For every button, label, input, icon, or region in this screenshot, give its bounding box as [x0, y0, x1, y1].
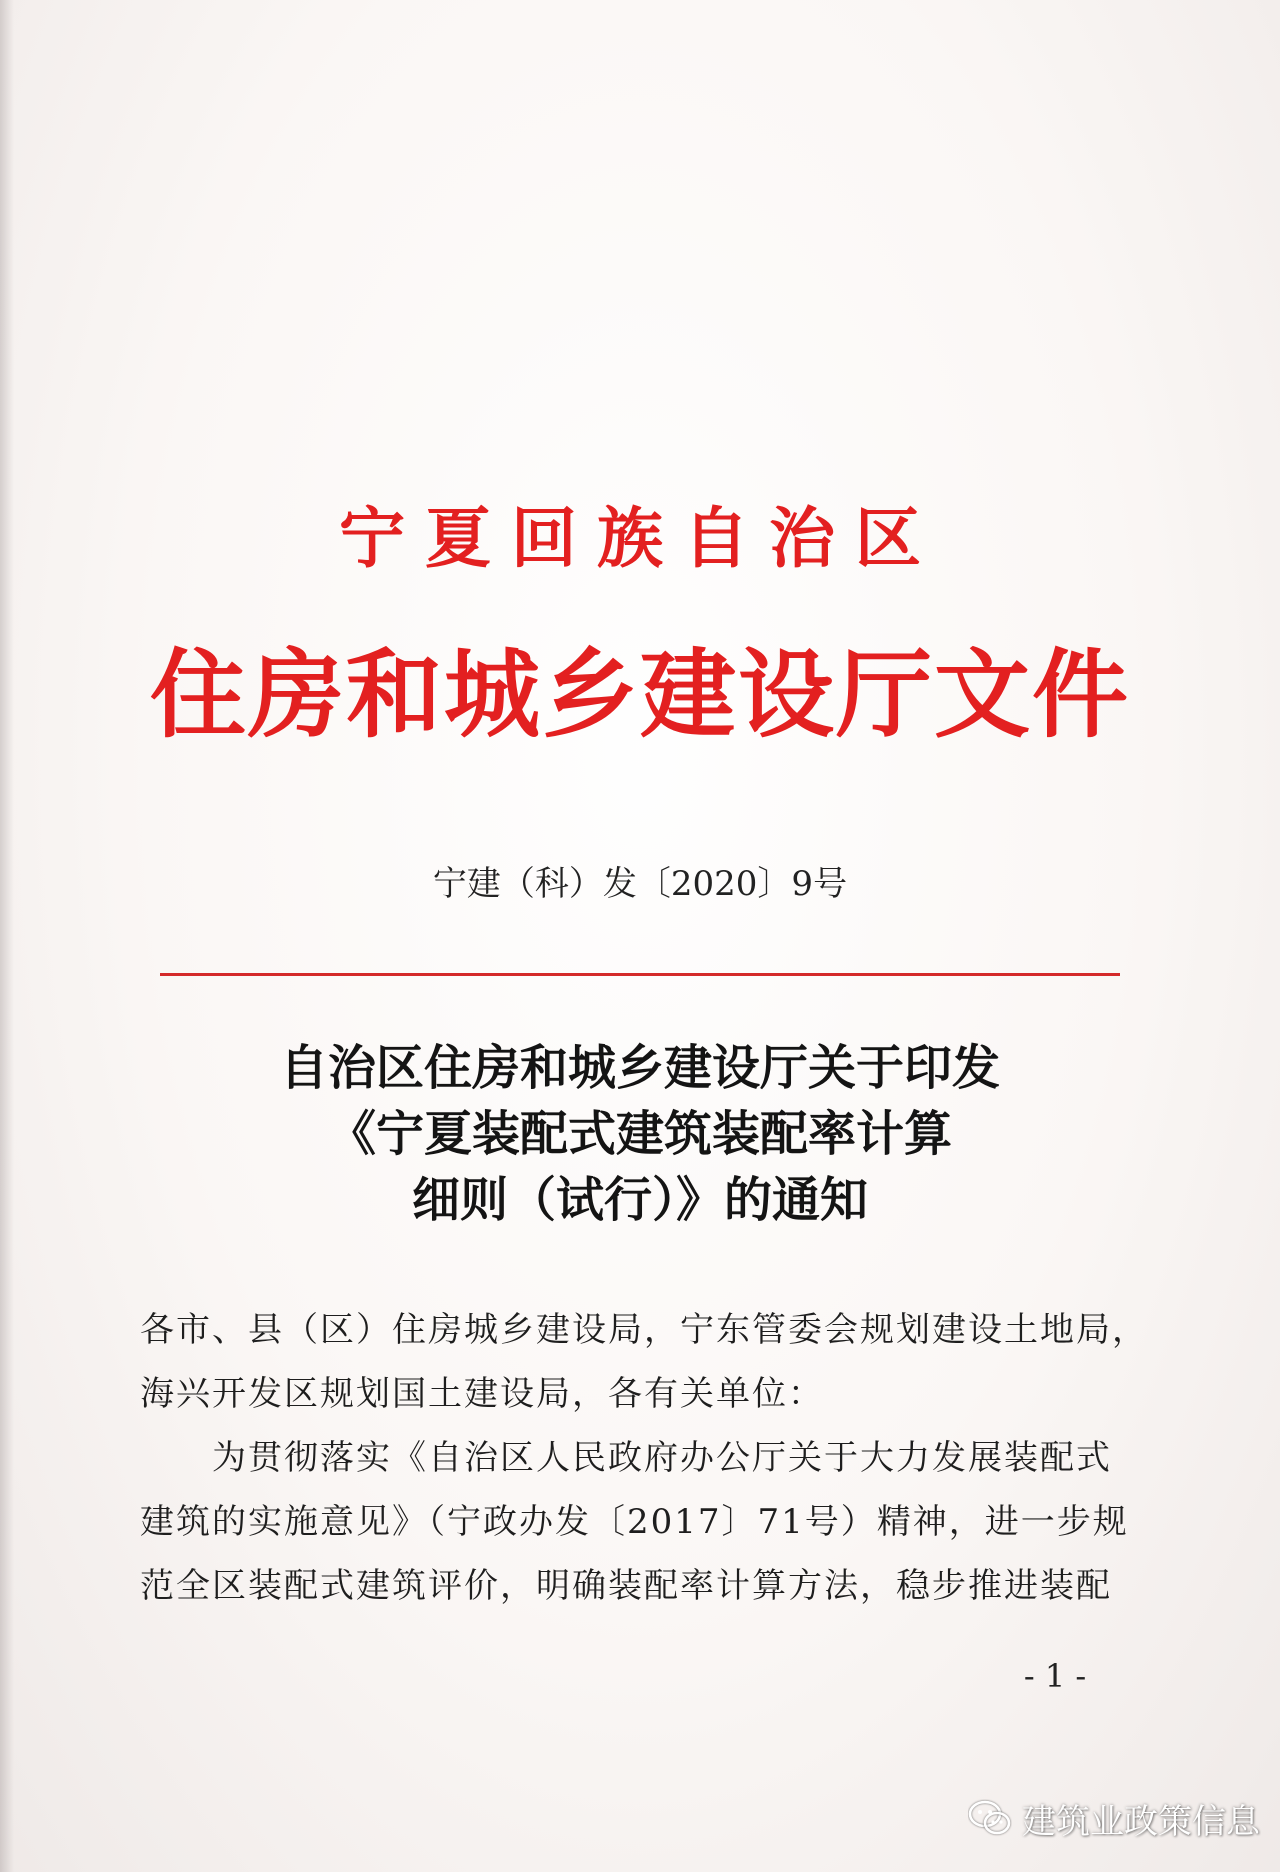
body-line-1: 各市、县（区）住房城乡建设局，宁东管委会规划建设土地局，: [140, 1310, 1148, 1350]
body-line-5: 范全区装配式建筑评价，明确装配率计算方法，稳步推进装配: [140, 1566, 1112, 1606]
page-number: - 1 -: [1023, 1657, 1087, 1695]
watermark-text: 建筑业政策信息: [1022, 1801, 1260, 1842]
body-line-4: 建筑的实施意见》（宁政办发〔2017〕71号）精神，进一步规: [140, 1502, 1129, 1542]
body-line-2: 海兴开发区规划国土建设局，各有关单位：: [140, 1374, 824, 1414]
title-line-1: 自治区住房和城乡建设厅关于印发: [279, 1040, 1000, 1096]
document-body: [140, 1298, 1148, 1618]
wechat-icon: [968, 1799, 1012, 1837]
issuer-department: 住房和城乡建设厅文件: [150, 638, 1130, 751]
document-title: [0, 1035, 1280, 1233]
body-line-3: 为贯彻落实《自治区人民政府办公厅关于大力发展装配式: [212, 1438, 1112, 1478]
source-watermark: [968, 1790, 1260, 1846]
title-line-3: 细则（试行）》的通知: [411, 1172, 868, 1228]
page-edge-shadow: [0, 0, 14, 1872]
red-divider-line: [160, 973, 1120, 976]
document-number: 宁建（科）发〔2020〕9号: [432, 864, 848, 904]
issuer-region: 宁夏回族自治区: [339, 499, 941, 577]
title-line-2: 《宁夏装配式建筑装配率计算: [327, 1106, 952, 1162]
